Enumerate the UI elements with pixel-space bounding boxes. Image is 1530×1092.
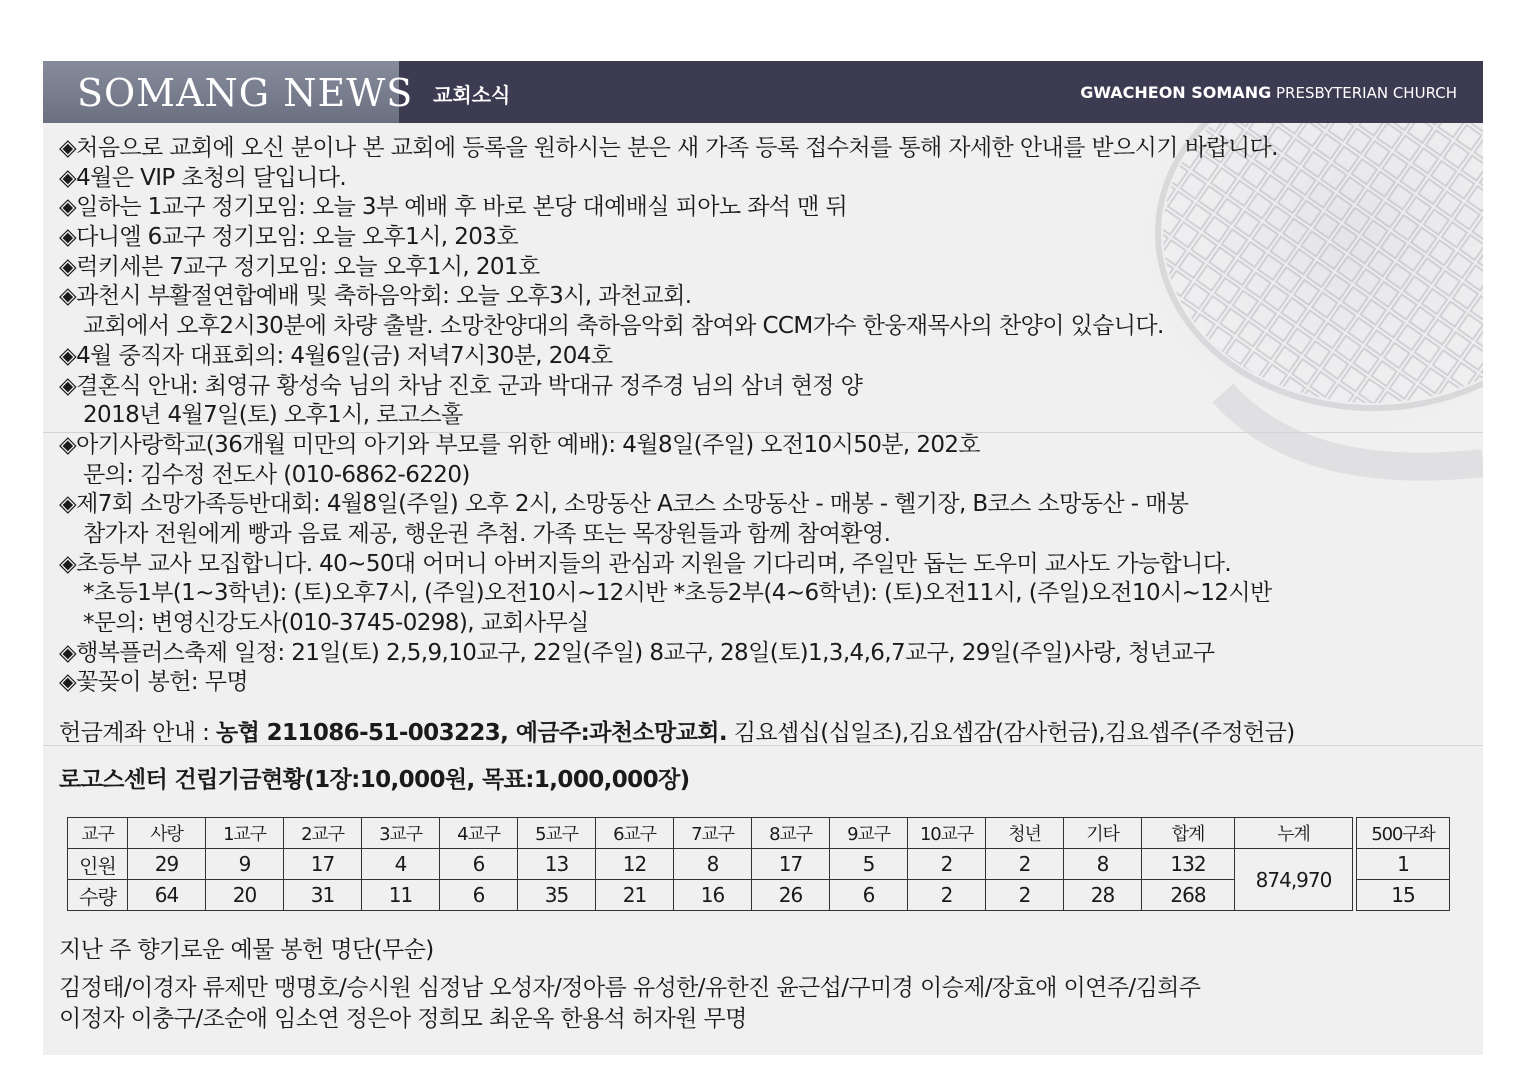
news-item: ◈행복플러스축제 일정: 21일(토) 2,5,9,10교구, 22일(주일) 8교구, 28일(토)1,3,4,6,7교구, 29일(주일)사랑, 청년교구 bbox=[59, 639, 1215, 666]
row-label: 수량 bbox=[68, 880, 128, 911]
news-item: ◈4월은 VIP 초청의 달입니다. bbox=[59, 164, 347, 191]
cumulative-total: 874,970 bbox=[1235, 849, 1353, 911]
fund-header-row bbox=[68, 818, 1450, 849]
news-item: ◈4월 중직자 대표회의: 4월6일(금) 저녁7시30분, 204호 bbox=[59, 342, 613, 369]
news-page bbox=[43, 61, 1483, 1055]
table-cell: 35 bbox=[518, 880, 596, 911]
column-header: 9교구 bbox=[830, 818, 908, 849]
news-item: ◈제7회 소망가족등반대회: 4월8일(주일) 오후 2시, 소망동산 A코스 소망동산 - 매봉 - 헬기장, B코스 소망동산 - 매봉 bbox=[59, 491, 1189, 518]
section-title: 교회소식 bbox=[433, 83, 511, 107]
news-item: ◈처음으로 교회에 오신 분이나 본 교회에 등록을 원하시는 분은 새 가족 등록 접수처를 통해 자세한 안내를 받으시기 바랍니다. bbox=[59, 135, 1278, 161]
news-item: ◈꽃꽂이 봉헌: 무명 bbox=[59, 669, 248, 696]
table-cell: 9 bbox=[206, 849, 284, 880]
news-item: ◈결혼식 안내: 최영규 황성숙 님의 차남 진호 군과 박대규 정주경 님의 삼녀 현정 양 bbox=[59, 372, 863, 399]
news-item: 교회에서 오후2시30분에 차량 출발. 소망찬양대의 축하음악회 참여와 CCM가수 한웅재목사의 찬양이 있습니다. bbox=[83, 313, 1164, 340]
table-cell: 2 bbox=[908, 880, 986, 911]
table-cell: 2 bbox=[986, 880, 1064, 911]
column-header: 500구좌 bbox=[1357, 818, 1450, 849]
table-cell: 11 bbox=[362, 880, 440, 911]
logo-box bbox=[43, 61, 414, 123]
table-cell: 21 bbox=[596, 880, 674, 911]
news-item: *문의: 변영신강도사(010-3745-0298), 교회사무실 bbox=[83, 610, 589, 636]
table-cell: 20 bbox=[206, 880, 284, 911]
account-500-cell: 15 bbox=[1357, 880, 1450, 911]
column-header: 교구 bbox=[68, 818, 128, 849]
thanks-title: 지난 주 향기로운 예물 봉헌 명단(무순) bbox=[59, 937, 434, 963]
news-item: ◈초등부 교사 모집합니다. 40~50대 어머니 아버지들의 관심과 지원을 기다리며, 주일만 돕는 도우미 교사도 가능합니다. bbox=[59, 550, 1232, 577]
table-cell: 268 bbox=[1142, 880, 1235, 911]
news-item: ◈럭키세븐 7교구 정기모임: 오늘 오후1시, 201호 bbox=[59, 253, 540, 280]
fund-table bbox=[67, 817, 1450, 911]
column-header: 5교구 bbox=[518, 818, 596, 849]
column-header: 6교구 bbox=[596, 818, 674, 849]
column-header: 1교구 bbox=[206, 818, 284, 849]
donor-names-line: 김정태/이경자 류제만 맹명호/승시원 심정남 오성자/정아름 유성한/유한진 윤근섭/구미경 이승제/장효애 이연주/김희주 bbox=[59, 975, 1201, 1001]
header-bar bbox=[43, 61, 1483, 123]
table-cell: 2 bbox=[986, 849, 1064, 880]
church-name bbox=[1080, 83, 1457, 102]
table-cell: 16 bbox=[674, 880, 752, 911]
column-header: 청년 bbox=[986, 818, 1064, 849]
column-header: 합계 bbox=[1142, 818, 1235, 849]
fund-title: 로고스센터 건립기금현황(1장:10,000원, 목표:1,000,000장) bbox=[59, 767, 690, 793]
table-cell: 5 bbox=[830, 849, 908, 880]
table-cell: 6 bbox=[440, 849, 518, 880]
table-cell: 8 bbox=[1064, 849, 1142, 880]
column-header: 4교구 bbox=[440, 818, 518, 849]
table-cell: 4 bbox=[362, 849, 440, 880]
table-cell: 26 bbox=[752, 880, 830, 911]
news-item: 2018년 4월7일(토) 오후1시, 로고스홀 bbox=[83, 402, 463, 429]
logo-text: SOMANG NEWS bbox=[77, 71, 414, 115]
column-header: 8교구 bbox=[752, 818, 830, 849]
column-header: 3교구 bbox=[362, 818, 440, 849]
account-500-cell: 1 bbox=[1357, 849, 1450, 880]
news-item: ◈일하는 1교구 정기모임: 오늘 3부 예배 후 바로 본당 대예배실 피아노 좌석 맨 뒤 bbox=[59, 194, 848, 221]
news-list bbox=[59, 134, 1469, 698]
table-row bbox=[68, 849, 1450, 880]
table-cell: 31 bbox=[284, 880, 362, 911]
offering-info bbox=[59, 714, 1295, 747]
table-cell: 8 bbox=[674, 849, 752, 880]
church-name-rest: PRESBYTERIAN CHURCH bbox=[1276, 84, 1457, 102]
table-cell: 2 bbox=[908, 849, 986, 880]
table-cell: 64 bbox=[128, 880, 206, 911]
column-header: 기타 bbox=[1064, 818, 1142, 849]
table-cell: 17 bbox=[284, 849, 362, 880]
table-cell: 6 bbox=[440, 880, 518, 911]
column-header: 2교구 bbox=[284, 818, 362, 849]
table-cell: 12 bbox=[596, 849, 674, 880]
church-name-bold: GWACHEON SOMANG bbox=[1080, 83, 1272, 102]
offering-account: 농협 211086-51-003223, 예금주:과천소망교회. bbox=[216, 720, 728, 746]
column-header: 사랑 bbox=[128, 818, 206, 849]
offering-label: 헌금계좌 안내 : bbox=[59, 720, 216, 746]
news-item: ◈아기사랑학교(36개월 미만의 아기와 부모를 위한 예배): 4월8일(주일) 오전10시50분, 202호 bbox=[59, 431, 981, 458]
table-cell: 17 bbox=[752, 849, 830, 880]
table-cell: 132 bbox=[1142, 849, 1235, 880]
table-cell: 28 bbox=[1064, 880, 1142, 911]
news-item: 참가자 전원에게 빵과 음료 제공, 행운권 추첨. 가족 또는 목장원들과 함께 참여환영. bbox=[83, 520, 891, 547]
table-cell: 29 bbox=[128, 849, 206, 880]
donor-names-line: 이정자 이충구/조순애 임소연 정은아 정희모 최운옥 한용석 허자원 무명 bbox=[59, 1006, 747, 1032]
news-item: 문의: 김수정 전도사 (010-6862-6220) bbox=[83, 461, 470, 488]
offering-types: 김요셉십(십일조),김요셉감(감사헌금),김요셉주(주정헌금) bbox=[727, 720, 1295, 746]
column-header: 10교구 bbox=[908, 818, 986, 849]
column-header: 누계 bbox=[1235, 818, 1353, 849]
row-label: 인원 bbox=[68, 849, 128, 880]
table-cell: 6 bbox=[830, 880, 908, 911]
news-item: ◈과천시 부활절연합예배 및 축하음악회: 오늘 오후3시, 과천교회. bbox=[59, 283, 692, 310]
donor-names bbox=[59, 973, 1200, 1035]
news-item: ◈다니엘 6교구 정기모임: 오늘 오후1시, 203호 bbox=[59, 224, 518, 251]
news-item: *초등1부(1~3학년): (토)오후7시, (주일)오전10시~12시반 *초등2부(4~6학년): (토)오전11시, (주일)오전10시~12시반 bbox=[83, 580, 1272, 607]
table-cell: 13 bbox=[518, 849, 596, 880]
column-header: 7교구 bbox=[674, 818, 752, 849]
